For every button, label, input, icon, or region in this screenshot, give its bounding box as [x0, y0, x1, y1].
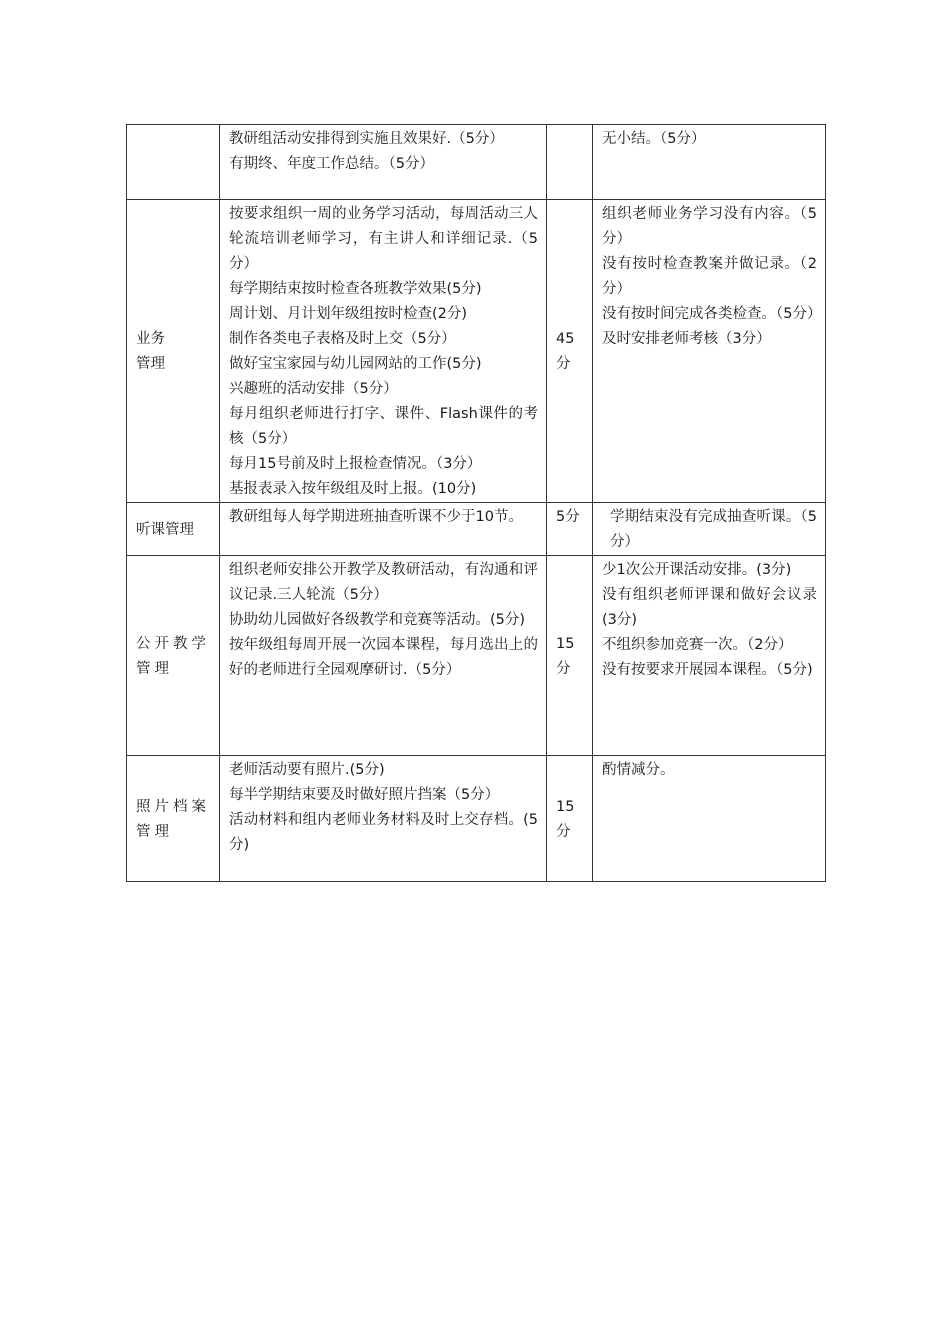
deduction-item: 学期结束没有完成抽查听课。（5分） — [610, 509, 817, 550]
criteria-item: 老师活动要有照片.(5分) — [229, 762, 385, 778]
criteria-item: 按年级组每周开展一次园本课程，每月选出上的好的老师进行全园观摩研讨.（5分） — [229, 637, 538, 678]
deduction-cell — [593, 125, 826, 200]
criteria-item: 每月15号前及时上报检查情况。（3分） — [229, 456, 482, 472]
criteria-item: 组织老师安排公开教学及教研活动，有沟通和评议记录.三人轮流（5分） — [229, 562, 538, 603]
score-cell: 45分 — [547, 200, 593, 503]
deduction-item: 没有组织老师评课和做好会议录(3分) — [602, 587, 817, 628]
criteria-item: 周计划、月计划年级组按时检查(2分) — [229, 306, 468, 322]
criteria-cell — [220, 200, 547, 503]
criteria-item: 每半学期结束要及时做好照片挡案（5分） — [229, 787, 500, 803]
deduction-item: 无小结。（5分） — [602, 131, 706, 147]
criteria-item: 做好宝宝家园与幼儿园网站的工作(5分) — [229, 356, 482, 372]
criteria-cell — [220, 756, 547, 882]
criteria-cell — [220, 503, 547, 556]
score-cell: 5分 — [547, 503, 593, 556]
deduction-item: 少1次公开课活动安排。(3分) — [602, 562, 792, 578]
criteria-item: 教研组每人每学期进班抽查听课不少于10节。 — [229, 509, 523, 525]
deduction-item: 酌情减分。 — [602, 762, 675, 778]
table-row — [127, 756, 826, 882]
criteria-item: 活动材料和组内老师业务材料及时上交存档。(5分) — [229, 812, 538, 853]
category-cell — [127, 125, 220, 200]
criteria-item: 基报表录入按年级组及时上报。(10分) — [229, 481, 477, 497]
table-row — [127, 556, 826, 756]
category-cell: 听课管理 — [127, 503, 220, 556]
deduction-item: 没有按时检查教案并做记录。（2分） — [602, 256, 817, 297]
category-cell: 照片档案管理 — [127, 756, 220, 882]
category-cell: 业务管理 — [127, 200, 220, 503]
criteria-item: 制作各类电子表格及时上交（5分） — [229, 331, 456, 347]
table-row — [127, 200, 826, 503]
criteria-item: 兴趣班的活动安排（5分） — [229, 381, 398, 397]
criteria-item: 协助幼儿园做好各级教学和竞赛等活动。(5分) — [229, 612, 526, 628]
category-cell: 公开教学管理 — [127, 556, 220, 756]
criteria-item: 按要求组织一周的业务学习活动，每周活动三人轮流培训老师学习，有主讲人和详细记录.（5分） — [229, 206, 538, 272]
score-cell: 15分 — [547, 556, 593, 756]
table-row — [127, 503, 826, 556]
deduction-cell — [593, 556, 826, 756]
deduction-item: 及时安排老师考核（3分） — [602, 331, 771, 347]
deduction-cell — [593, 200, 826, 503]
criteria-item: 有期终、年度工作总结。（5分） — [229, 156, 434, 172]
deduction-item: 不组织参加竞赛一次。（2分） — [602, 637, 793, 653]
table-row — [127, 125, 826, 200]
deduction-item: 没有按时间完成各类检查。（5分） — [602, 306, 822, 322]
criteria-item: 每学期结束按时检查各班教学效果(5分) — [229, 281, 482, 297]
deduction-cell — [593, 756, 826, 882]
score-cell — [547, 125, 593, 200]
criteria-cell — [220, 125, 547, 200]
deduction-item: 没有按要求开展园本课程。（5分) — [602, 662, 813, 678]
criteria-cell — [220, 556, 547, 756]
score-cell: 15分 — [547, 756, 593, 882]
deduction-item: 组织老师业务学习没有内容。（5分） — [602, 206, 817, 247]
deduction-cell — [593, 503, 826, 556]
evaluation-table — [126, 124, 826, 882]
criteria-item: 教研组活动安排得到实施且效果好.（5分） — [229, 131, 504, 147]
criteria-item: 每月组织老师进行打字、课件、Flash课件的考核（5分） — [229, 406, 538, 447]
